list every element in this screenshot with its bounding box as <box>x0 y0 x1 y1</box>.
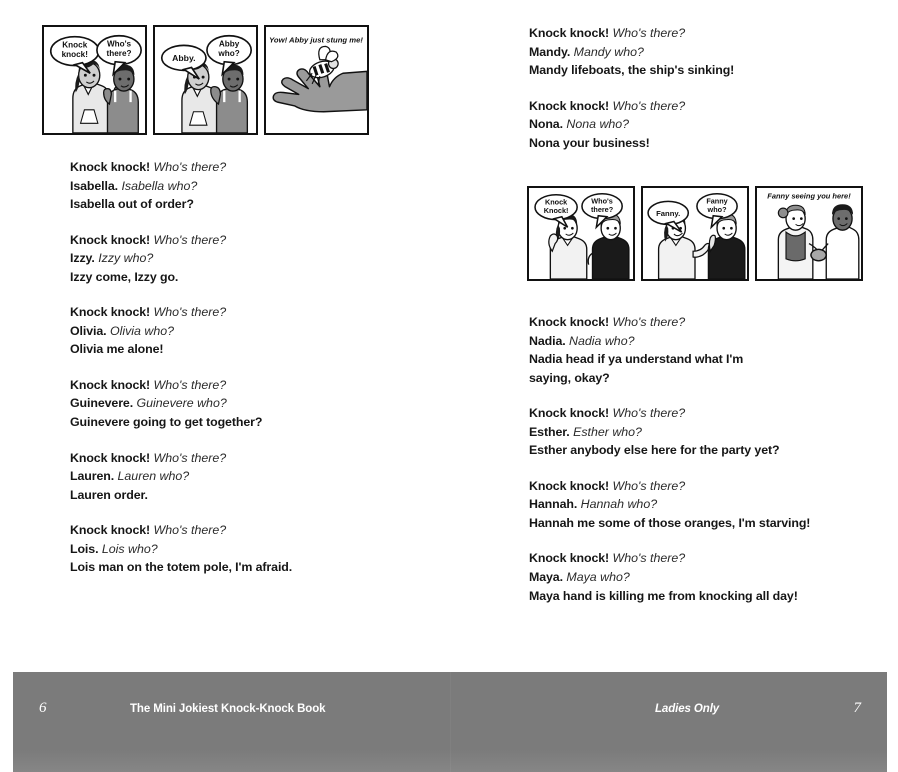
joke-response: Who's there? <box>612 478 686 493</box>
comic-panel-knock-knock <box>527 186 635 281</box>
joke-call-line <box>70 231 400 250</box>
joke-mandy <box>529 24 869 80</box>
svg-text:Abby: Abby <box>218 39 240 49</box>
joke-isabella <box>70 158 400 214</box>
page-number-right: 7 <box>853 700 861 716</box>
joke-call-line <box>70 158 400 177</box>
joke-response: Who's there? <box>153 377 227 392</box>
page-left <box>0 0 449 672</box>
joke-punchline: Lois man on the totem pole, I'm afraid. <box>70 560 293 575</box>
joke-name-line <box>70 177 400 196</box>
joke-name-response: Mandy who? <box>573 44 644 59</box>
joke-name-response: Guinevere who? <box>136 396 227 411</box>
joke-nadia <box>529 313 869 387</box>
svg-text:there?: there? <box>106 48 132 58</box>
joke-punchline: Nona your business! <box>529 135 650 150</box>
running-head-left: The Mini Jokiest Knock-Knock Book <box>130 703 326 715</box>
joke-name-line <box>529 332 869 351</box>
joke-response: Who's there? <box>153 160 227 174</box>
joke-punchline: Nadia head if ya understand what I'm saying, okay? <box>529 352 744 385</box>
svg-text:Knock!: Knock! <box>543 205 569 215</box>
joke-response: Who's there? <box>612 98 686 113</box>
joke-name-line <box>70 249 400 268</box>
svg-text:Knock: Knock <box>62 40 88 50</box>
svg-text:knock!: knock! <box>61 49 88 59</box>
joke-name: Guinevere. <box>70 396 134 411</box>
joke-punchline: Lauren order. <box>70 487 148 502</box>
joke-punchline: Hannah me some of those oranges, I'm starving! <box>529 515 811 530</box>
joke-call: Knock knock! <box>70 160 151 174</box>
joke-name: Lauren. <box>70 469 115 484</box>
joke-call-line <box>70 449 400 468</box>
svg-text:who?: who? <box>707 204 727 214</box>
joke-response: Who's there? <box>153 523 227 538</box>
comic-panel-knock-knock <box>42 25 147 135</box>
joke-izzy <box>70 231 400 287</box>
joke-punchline: Olivia me alone! <box>70 342 164 357</box>
joke-lauren <box>70 449 400 505</box>
joke-call-line <box>529 477 869 496</box>
joke-name-response: Nona who? <box>566 117 630 132</box>
joke-response: Who's there? <box>612 315 686 329</box>
joke-list-right-bottom <box>529 313 869 605</box>
joke-response: Who's there? <box>612 26 686 40</box>
joke-name: Isabella. <box>70 178 119 193</box>
joke-name-response: Lauren who? <box>117 469 190 484</box>
joke-name-line <box>70 322 400 341</box>
comic-strip-right <box>527 186 863 281</box>
comic-panel-fanny-who <box>641 186 749 281</box>
joke-response: Who's there? <box>153 305 227 320</box>
joke-esther <box>529 404 869 460</box>
joke-call: Knock knock! <box>70 232 151 247</box>
joke-list-right-top <box>529 24 869 152</box>
joke-call: Knock knock! <box>529 478 610 493</box>
joke-name-response: Lois who? <box>101 541 158 556</box>
joke-name: Olivia. <box>70 323 107 338</box>
joke-call: Knock knock! <box>70 377 151 392</box>
joke-punchline: Maya hand is killing me from knocking all day! <box>529 588 798 603</box>
joke-name-response: Maya who? <box>566 570 630 585</box>
svg-text:Fanny seeing you here!: Fanny seeing you here! <box>767 191 851 201</box>
joke-name: Esther. <box>529 424 570 439</box>
comic-panel-bee-sting <box>264 25 369 135</box>
joke-call-line <box>529 313 869 332</box>
joke-call: Knock knock! <box>529 315 610 329</box>
joke-response: Who's there? <box>612 406 686 421</box>
joke-call-line <box>529 97 869 116</box>
svg-text:who?: who? <box>218 48 240 58</box>
joke-name: Mandy. <box>529 44 571 59</box>
joke-name-line <box>70 467 400 486</box>
page-number-left: 6 <box>39 700 47 716</box>
joke-name-response: Olivia who? <box>109 323 174 338</box>
joke-call: Knock knock! <box>529 551 610 566</box>
joke-call-line <box>529 404 869 423</box>
joke-call: Knock knock! <box>70 305 151 320</box>
svg-text:Who's: Who's <box>591 196 613 206</box>
joke-call-line <box>70 521 400 540</box>
joke-call-line <box>70 303 400 322</box>
running-head-right: Ladies Only <box>655 703 720 715</box>
joke-lois <box>70 521 400 577</box>
joke-call-line <box>529 549 869 568</box>
joke-olivia <box>70 303 400 359</box>
joke-name-response: Izzy who? <box>98 251 154 266</box>
joke-call: Knock knock! <box>529 26 610 40</box>
joke-call: Knock knock! <box>70 523 151 538</box>
joke-name-response: Esther who? <box>573 424 642 439</box>
joke-name: Lois. <box>70 541 99 556</box>
svg-text:Who's: Who's <box>106 39 132 49</box>
joke-punchline: Isabella out of order? <box>70 197 194 212</box>
joke-guinevere <box>70 376 400 432</box>
joke-punchline: Izzy come, Izzy go. <box>70 269 179 284</box>
page-right <box>449 0 898 672</box>
svg-text:Fanny: Fanny <box>706 196 728 206</box>
svg-text:there?: there? <box>590 204 614 214</box>
joke-name-line <box>70 394 400 413</box>
joke-name-line <box>70 540 400 559</box>
comic-panel-handshake <box>755 186 863 281</box>
joke-maya <box>529 549 869 605</box>
joke-call: Knock knock! <box>529 98 610 113</box>
joke-hannah <box>529 477 869 533</box>
joke-name: Nona. <box>529 117 563 132</box>
svg-text:Knock: Knock <box>544 197 568 207</box>
joke-call-line <box>529 24 869 43</box>
joke-name: Maya. <box>529 570 563 585</box>
joke-call: Knock knock! <box>70 450 151 465</box>
joke-name: Izzy. <box>70 251 95 266</box>
joke-response: Who's there? <box>153 450 227 465</box>
svg-text:Fanny.: Fanny. <box>656 208 681 218</box>
joke-nona <box>529 97 869 153</box>
joke-punchline: Guinevere going to get together? <box>70 415 263 430</box>
joke-name-response: Isabella who? <box>121 178 198 193</box>
footer-gutter-divider <box>450 672 451 772</box>
joke-response: Who's there? <box>153 232 227 247</box>
joke-name: Hannah. <box>529 497 578 512</box>
svg-text:Yow! Abby just stung me!: Yow! Abby just stung me! <box>269 35 363 45</box>
joke-punchline: Esther anybody else here for the party yet? <box>529 443 780 458</box>
joke-list-left <box>70 158 400 577</box>
joke-response: Who's there? <box>612 551 686 566</box>
comic-panel-abby-who <box>153 25 258 135</box>
joke-name: Nadia. <box>529 333 566 348</box>
svg-text:Abby.: Abby. <box>172 52 196 63</box>
footer-band <box>13 672 887 772</box>
joke-name-response: Nadia who? <box>569 333 635 348</box>
joke-punchline: Mandy lifeboats, the ship's sinking! <box>529 63 735 78</box>
joke-name-line <box>529 115 869 134</box>
joke-call: Knock knock! <box>529 406 610 421</box>
joke-name-line <box>529 495 869 514</box>
joke-call-line <box>70 376 400 395</box>
joke-name-response: Hannah who? <box>580 497 658 512</box>
comic-strip-left <box>42 25 369 135</box>
joke-name-line <box>529 568 869 587</box>
joke-name-line <box>529 423 869 442</box>
joke-name-line <box>529 43 869 62</box>
